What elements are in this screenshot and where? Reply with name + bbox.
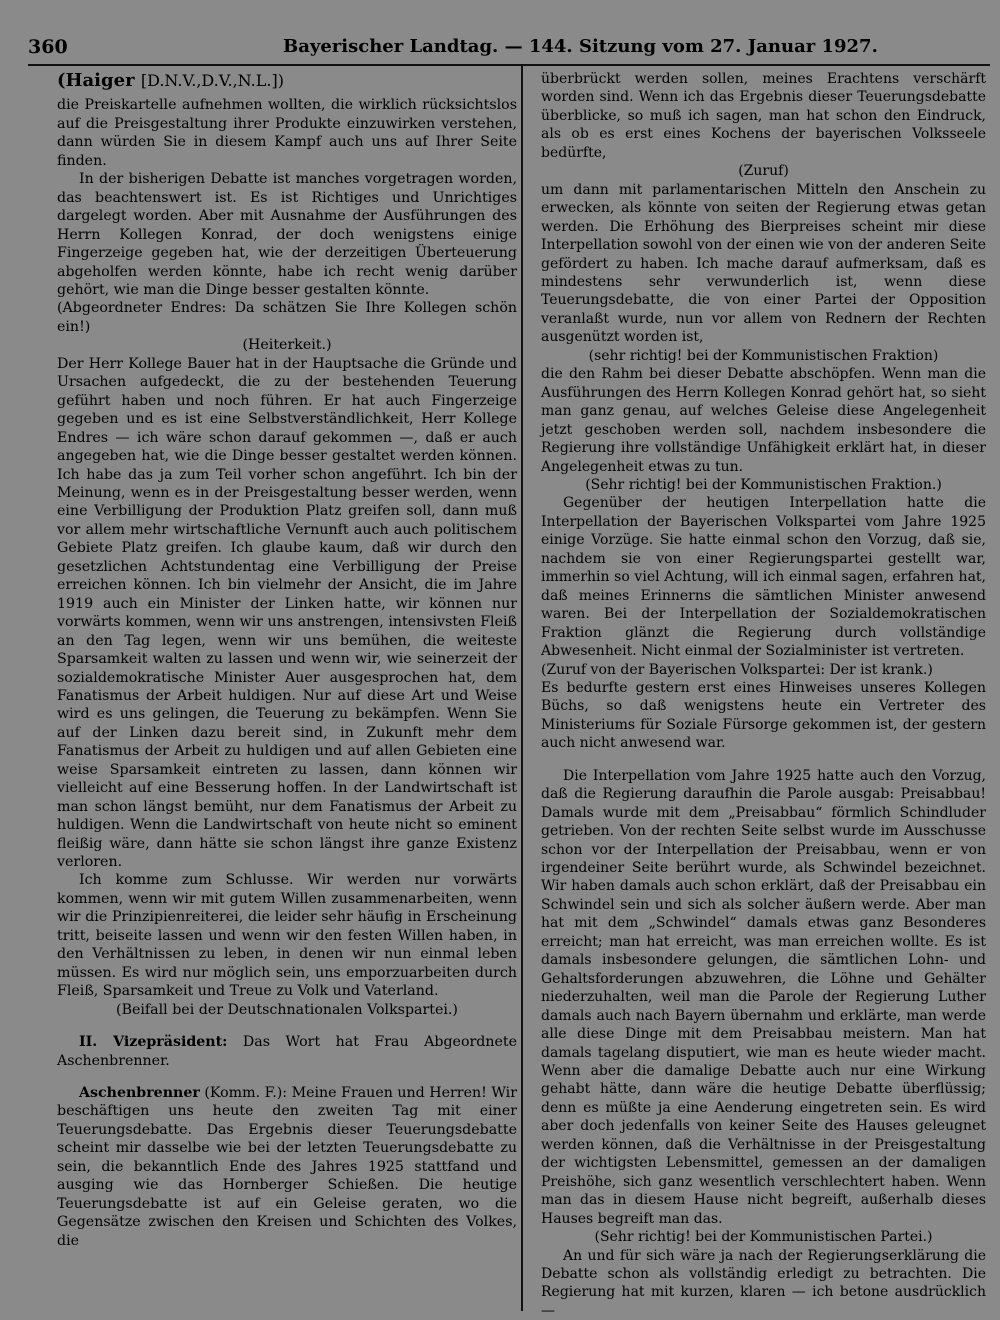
speaker-name-2: Aschenbrenner bbox=[79, 1085, 200, 1102]
speaker-statement bbox=[57, 1084, 517, 1250]
left-column bbox=[57, 72, 517, 1307]
right-column bbox=[541, 70, 986, 1319]
paragraph: An und für sich wäre ja nach der Regierungserklärung die Debatte schon als vollständig erledigt zu betrachten. Die Regierung hat mit kurzen, klaren — ich betone ausdrücklich — bbox=[541, 1247, 986, 1319]
speaker-name: (Haiger bbox=[57, 70, 135, 91]
interjection: (Abgeordneter Endres: Da schätzen Sie Ihre Kollegen schön ein!) bbox=[57, 300, 517, 335]
paragraph: Ich komme zum Schlusse. Wir werden nur vorwärts kommen, wenn wir mit gutem Willen zusammenarbeiten, wenn wir die Prinzipienreiterei, die leider sehr häufig in Erscheinung tritt, beiseite lassen und wenn wir den festen Willen haben, in den Verhältnissen zu leben, in denen wir nun einmal leben müssen. Es wird nur möglich sein, uns emporzuarbeiten durch Fleiß, Sparsamkeit und Treue zu Volk und Vaterland. bbox=[57, 872, 517, 1000]
page-number: 360 bbox=[28, 36, 68, 58]
vice-president-text: Das Wort hat Frau Abgeordnete Aschenbrenner. bbox=[57, 1034, 517, 1069]
paragraph: Der Herr Kollege Bauer hat in der Hauptsache die Gründe und Ursachen aufgedeckt, die zu der bestehenden Teuerung geführt haben und noch führen. Er hat auch Fingerzeige gegeben und es ist eine Selbstverständlichkeit, Herr Kollege Endres — ich wäre schon darauf gekommen —, daß er auch angegeben hat, wie die Dinge besser gestaltet werden können. Ich habe das ja zum Teil vorher schon angeführt. Ich bin der Meinung, wenn es in der Preisgestaltung besser werden, wenn eine Verbilligung der Produktion Platz greifen soll, dann muß vor allem mehr wirtschaftliche Vernunft auch auch politischem Gebiete Platz greifen. Ich glaube kaum, daß wir durch den gesetzlichen Achtstundentag eine Verbilligung der Preise erreichen können. Ich bin vielmehr der Ansicht, die im Jahre 1919 auch ein Minister der Linken hatte, wir können nur vorwärts kommen, wenn wir uns anstrengen, intensivsten Fleiß an den Tag legen, wenn wir uns bemühen, die weiteste Sparsamkeit walten zu lassen und wenn wir, wie seinerzeit der sozialdemokratische Minister Auer ausgesprochen hat, dem Fanatismus der Arbeit huldigen. Nur auf diese Art und Weise wird es uns gelingen, die Teuerung zu bekämpfen. Wenn Sie auf der Linken dazu bereit sind, in Zukunft mehr dem Fanatismus der Arbeit zu huldigen und auf allen Gebieten eine weise Sparsamkeit eintreten zu lassen, dann können wir vielleicht auf eine Besserung hoffen. In der Landwirtschaft ist man schon längst bemüht, nur dem Fanatismus der Arbeit zu huldigen. Wenn die Landwirtschaft von heute nicht so eminent fleißig wäre, dann hätte sie schon längst ihre ganze Existenz verloren. bbox=[57, 355, 517, 871]
vice-president-statement bbox=[57, 1033, 517, 1070]
paragraph: Die Interpellation vom Jahre 1925 hatte auch den Vorzug, daß die Regierung daraufhin die Parole ausgab: Preisabbau! Damals wurde mit dem „Preisabbau“ förmlich Schindluder getrieben. Von der rechten Seite selbst wurde im Ausschusse schon vor der Interpellation der Preisabbau, wenn er von irgendeiner Seite berührt wurde, als Schwindel bezeichnet. Wir haben damals auch schon erklärt, daß der Preisabbau ein Schwindel sein und sich als solcher äußern werde. Aber man hat mit dem „Schwindel“ damals etwas ganz Besonderes erreicht; man hat erreicht, was man erreichen wollte. Es ist damals insbesondere gelungen, die sämtlichen Lohn- und Gehaltsforderungen abzuwehren, die Löhne und Gehälter niederzuhalten, weil man die Parole der Regierung Luther damals auch nach Bayern übernahm und erklärte, man werde alle diese Dinge mit dem Preisabbau meistern. Man hat damals tagelang disputiert, wie man es heute wieder macht. Wenn aber die damalige Debatte auch nur eine Wirkung gehabt hätte, dann wäre die heutige Debatte überflüssig; denn es müßte ja eine Aenderung eingetreten sein. Es wird aber doch jedenfalls von keiner Seite des Hauses geleugnet werden können, daß die Verhältnisse in der Preisgestaltung der wichtigsten Lebensmittel, gemessen an der damaligen Preishöhe, sich ganz wesentlich verschlechtert haben. Wenn man das in diesem Hause nicht begreift, außerhalb dieses Hauses begreift man das. bbox=[541, 767, 986, 1227]
paragraph: die den Rahm bei dieser Debatte abschöpfen. Wenn man die Ausführungen des Herrn Kollegen Konrad gehört hat, so sieht man ganz genau, auf welches Geleise diese Angelegenheit jetzt geschoben werden soll, nachdem insbesondere die Regierung ihre vollständige Unfähigkeit erklärt hat, in dieser Angelegenheit etwas zu tun. bbox=[541, 366, 986, 475]
paragraph: um dann mit parlamentarischen Mitteln den Anschein zu erwecken, als könnte von seiten der Regierung etwas getan werden. Die Erhöhung des Bierpreises scheint mir diese Interpellation sowohl von der einen wie von der anderen Seite gefördert zu haben. Ich mache darauf aufmerksam, daß es mindestens sehr verwunderlich ist, wenn diese Teuerungsdebatte, die von einer Partei der Opposition veranlaßt wurde, nun vor allem von Rednern der Rechten ausgenützt worden ist, bbox=[541, 181, 986, 346]
paragraph: Es bedurfte gestern erst eines Hinweises unseres Kollegen Büchs, so daß wenigstens heute ein Vertreter des Ministeriums für Soziale Fürsorge gekommen ist, der gestern auch nicht anwesend war. bbox=[541, 679, 986, 752]
interjection: (Beifall bei der Deutschnationalen Volkspartei.) bbox=[116, 1001, 458, 1018]
interjection: (Zuruf) bbox=[738, 163, 789, 180]
interjection: (Zuruf von der Bayerischen Volkspartei: Der ist krank.) bbox=[541, 661, 933, 678]
paragraph: die Preiskartelle aufnehmen wollten, die wirklich rücksichtslos auf die Preisgestaltung ihrer Produkte einzuwirken verstehen, dann würden Sie in diesem Kampf auch uns auf Ihrer Seite finden. bbox=[57, 97, 517, 169]
speaker-party: [D.N.V.,D.V.,N.L.]) bbox=[140, 71, 284, 90]
paragraph: überbrückt werden sollen, meines Erachtens verschärft worden sind. Wenn ich das Ergebnis dieser Teuerungsdebatte überblicke, so muß ich sagen, man hat schon den Eindruck, als ob es erst eines Kochens der bayerischen Volksseele bedürfte, bbox=[541, 71, 986, 161]
interjection: (Sehr richtig! bei der Kommunistischen Fraktion.) bbox=[585, 476, 942, 493]
page-header bbox=[28, 30, 990, 66]
interjection: (sehr richtig! bei der Kommunistischen Fraktion) bbox=[588, 347, 939, 364]
speaker-header bbox=[57, 72, 517, 90]
paragraph: Gegenüber der heutigen Interpellation hatte die Interpellation der Bayerischen Volkspartei vom Jahre 1925 einige Vorzüge. Sie hatte einmal schon den Vorzug, daß sie, nachdem sie von einer Regierungspartei gestellt war, immerhin so viel Achtung, will ich einmal sagen, erfahren hat, daß meines Erinnerns die sämtlichen Minister anwesend waren. Bei der Interpellation der Sozialdemokratischen Fraktion glänzt die Regierung durch vollständige Abwesenheit. Nicht einmal der Sozialminister ist vertreten. bbox=[541, 495, 986, 660]
column-divider bbox=[521, 66, 523, 1311]
running-head: Bayerischer Landtag. — 144. Sitzung vom 27. Januar 1927. bbox=[283, 36, 878, 57]
paragraph: In der bisherigen Debatte ist manches vorgetragen worden, das beachtenswert ist. Es ist Richtiges und Unrichtiges dargelegt worden. Aber mit Ausnahme der Ausführungen des Herrn Kollegen Konrad, der doch wenigstens einige Fingerzeige gegeben hat, wie der derzeitigen Überteuerung abgeholfen werden könnte, habe ich recht wenig darüber gehört, wie man die Dinge besser gestalten könnte. bbox=[57, 171, 517, 298]
speaker-text-2: (Komm. F.): Meine Frauen und Herren! Wir beschäftigen uns heute den zweiten Tag mit einer Teuerungsdebatte. Das Ergebnis dieser Teuerungsdebatte scheint mir dasselbe wie bei der letzten Teuerungsdebatte zu sein, die bekanntlich Ende des Jahres 1925 stattfand und ausging wie das Hornberger Schießen. Die heutige Teuerungsdebatte ist auf ein Geleise geraten, wo die Gegensätze zwischen den Kreisen und Schichten des Volkes, die bbox=[57, 1085, 517, 1249]
interjection: (Sehr richtig! bei der Kommunistischen Partei.) bbox=[594, 1229, 933, 1246]
interjection: (Heiterkeit.) bbox=[242, 337, 332, 354]
vice-president-label: II. Vizepräsident: bbox=[79, 1034, 228, 1051]
